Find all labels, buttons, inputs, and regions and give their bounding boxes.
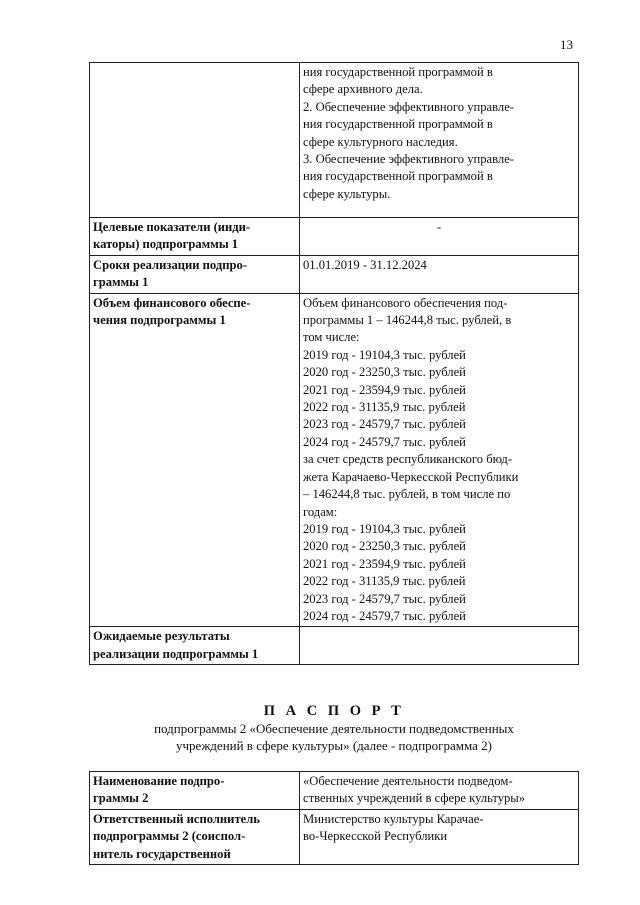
value-line: 2020 год - 23250,3 тыс. рублей xyxy=(303,539,466,554)
label-line: реализации подпрограммы 1 xyxy=(93,646,259,661)
value-line: сфере культуры. xyxy=(303,186,391,201)
label-line: чения подпрограммы 1 xyxy=(93,313,226,328)
value-line: 2020 год - 23250,3 тыс. рублей xyxy=(303,365,466,380)
value-line: ния государственной программой в xyxy=(303,117,493,132)
row-label xyxy=(90,63,300,218)
value-line: 2. Обеспечение эффективного управле- xyxy=(303,99,514,114)
value-line: 3. Обеспечение эффективного управле- xyxy=(303,152,514,167)
row-value xyxy=(300,293,579,627)
table-row xyxy=(90,627,579,665)
label-line: Сроки реализации подпро- xyxy=(93,257,247,272)
label-line: каторы) подпрограммы 1 xyxy=(93,237,239,252)
row-label xyxy=(90,772,300,810)
subtitle-line: подпрограммы 2 «Обеспечение деятельности подведомственных xyxy=(154,721,514,736)
row-label xyxy=(90,809,300,864)
page-number: 13 xyxy=(560,37,573,52)
subtitle-line: учреждений в сфере культуры» (далее - подпрограмма 2) xyxy=(176,738,492,753)
row-label xyxy=(90,218,300,256)
value-line: сфере культурного наследия. xyxy=(303,134,458,149)
value-line: 2021 год - 23594,9 тыс. рублей xyxy=(303,556,466,571)
value-line: годам: xyxy=(303,504,338,519)
value-line: – 146244,8 тыс. рублей, в том числе по xyxy=(303,487,511,502)
row-value xyxy=(300,809,579,864)
value-line: 2024 год - 24579,7 тыс. рублей xyxy=(303,434,466,449)
row-value xyxy=(300,772,579,810)
label-line: нитель государственной xyxy=(93,846,231,861)
value-line: 01.01.2019 - 31.12.2024 xyxy=(303,257,427,272)
value-line: Министерство культуры Карачае- xyxy=(303,811,484,826)
label-line: Целевые показатели (инди- xyxy=(93,220,251,234)
table-row xyxy=(90,809,579,864)
value-line: Объем финансового обеспечения под- xyxy=(303,295,508,310)
value-line: сфере архивного дела. xyxy=(303,82,423,97)
value-line: жета Карачаево-Черкесской Республики xyxy=(303,469,519,484)
value-line: ственных учреждений в сфере культуры» xyxy=(303,791,526,806)
row-value xyxy=(300,627,579,665)
value-line: 2021 год - 23594,9 тыс. рублей xyxy=(303,382,466,397)
row-value xyxy=(300,218,579,256)
value-line: во-Черкесской Республики xyxy=(303,829,448,844)
value-line: - xyxy=(436,220,442,234)
value-line: 2023 год - 24579,7 тыс. рублей xyxy=(303,591,466,606)
label-line: граммы 1 xyxy=(93,275,149,290)
row-value xyxy=(300,255,579,293)
label-line: Ответственный исполнитель xyxy=(93,811,260,826)
passport-title: П А С П О Р Т xyxy=(263,703,405,719)
table-row xyxy=(90,772,579,810)
value-line: ния государственной программой в xyxy=(303,169,493,184)
value-line: том числе: xyxy=(303,330,360,345)
value-line: за счет средств республиканского бюд- xyxy=(303,452,513,467)
row-label xyxy=(90,293,300,627)
passport-subtitle xyxy=(89,720,579,754)
value-line: программы 1 – 146244,8 тыс. рублей, в xyxy=(303,313,512,328)
subprogram-2-passport-table xyxy=(89,771,579,865)
value-line: 2019 год - 19104,3 тыс. рублей xyxy=(303,347,466,362)
label-line: Ожидаемые результаты xyxy=(93,629,230,644)
value-line: «Обеспечение деятельности подведом- xyxy=(303,774,513,788)
value-line: 2023 год - 24579,7 тыс. рублей xyxy=(303,417,466,432)
subprogram-1-passport-table xyxy=(89,62,579,665)
value-line: 2022 год - 31135,9 тыс. рублей xyxy=(303,400,466,415)
value-line: 2022 год - 31135,9 тыс. рублей xyxy=(303,574,466,589)
label-line: Наименование подпро- xyxy=(93,774,225,788)
row-value xyxy=(300,63,579,218)
value-line: ния государственной программой в xyxy=(303,65,493,79)
value-line: 2024 год - 24579,7 тыс. рублей xyxy=(303,608,466,623)
row-label xyxy=(90,255,300,293)
table-row xyxy=(90,255,579,293)
label-line: граммы 2 xyxy=(93,791,149,806)
table-row xyxy=(90,293,579,627)
table-row xyxy=(90,218,579,256)
label-line: подпрограммы 2 (соиспол- xyxy=(93,829,246,844)
value-line: 2019 год - 19104,3 тыс. рублей xyxy=(303,521,466,536)
label-line: Объем финансового обеспе- xyxy=(93,295,251,310)
row-label xyxy=(90,627,300,665)
table-row xyxy=(90,63,579,218)
